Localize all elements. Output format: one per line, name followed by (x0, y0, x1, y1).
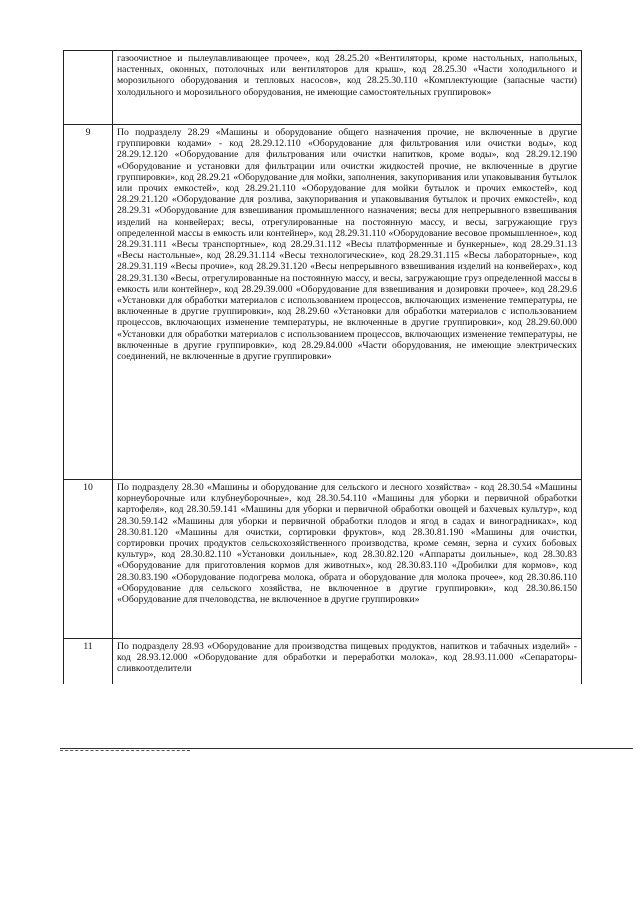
row-text: газоочистное и пылеулавливающее прочее», код 28.25.20 «Вентиляторы, кроме настольных, напольных, настенных, оконных, потолочных или вентиляторов для крыш», код 28.25.30 «Части холодильного и морозильного оборудования и тепловых насосов», код 28.25.30.110 «Комплектующие (запасные части) холодильного и морозильного оборудования, не имеющие самостоятельных группировок» (113, 51, 582, 125)
row-number: 10 (64, 480, 113, 639)
table-row (64, 125, 582, 480)
row-text: По подразделу 28.30 «Машины и оборудование для сельского и лесного хозяйства» - код 28.30.54 «Машины корнеуборочные или клубнеуборочные», код 28.30.54.110 «Машины для уборки и первичной обработки картофеля», код 28.30.59.141 «Машины для уборки и первичной обработки овощей и бахчевых культур», код 28.30.59.142 «Машины для уборки и первичной обработки плодов и ягод в садах и виноградниках», код 28.30.81.120 «Машины для очистки, сортировки фруктов», код 28.30.81.190 «Машины для очистки, сортировки прочих продуктов сельскохозяйственного производства, кроме семян, зерна и сухих бобовых культур», код 28.30.82.110 «Установки доильные», код 28.30.82.120 «Аппараты доильные», код 28.30.83 «Оборудование для приготовления кормов для животных», код 28.30.83.110 «Дробилки для кормов», код 28.30.83.190 «Оборудование подогрева молока, обрата и оборудование для молока прочее», код 28.30.86.110 «Оборудование для сельского хозяйства, не включенное в другие группировки», код 28.30.86.150 «Оборудование для пчеловодства, не включенное в другие группировки» (113, 480, 582, 639)
table-row (64, 51, 582, 125)
scan-fold-line-dashed (60, 750, 190, 751)
row-number: 9 (64, 125, 113, 480)
row-text: По подразделу 28.93 «Оборудование для производства пищевых продуктов, напитков и табачных изделий» - код 28.93.12.000 «Оборудование для обработки и переработки молока», код 28.93.11.000 «Сепараторы-сливкоотделители (113, 639, 582, 685)
table-row (64, 639, 582, 685)
row-number: 11 (64, 639, 113, 685)
row-text: По подразделу 28.29 «Машины и оборудование общего назначения прочие, не включенные в другие группировки кодами» - код 28.29.12.110 «Оборудование для фильтрования или очистки воды», код 28.29.12.120 «Оборудование для фильтрования или очистки напитков, кроме воды», код 28.29.12.190 «Оборудование и установки для фильтрации или очистки жидкостей прочие, не включенные в другие группировки», код 28.29.21 «Оборудование для мойки, заполнения, закупоривания или упаковывания бутылок или прочих емкостей», код 28.29.21.110 «Оборудование для мойки бутылок и прочих емкостей», код 28.29.21.120 «Оборудование для розлива, закупоривания и упаковывания бутылок и прочих емкостей», код 28.29.31 «Оборудование для взвешивания промышленного назначения; весы для непрерывного взвешивания изделий на конвейерах; весы, отрегулированные на постоянную массу, и весы, загружающие груз определенной массы в емкость или контейнер», код 28.29.31.110 «Оборудование весовое промышленное», код 28.29.31.111 «Весы транспортные», код 28.29.31.112 «Весы платформенные и бункерные», код 28.29.31.13 «Весы настольные», код 28.29.31.114 «Весы технологические», код 28.29.31.115 «Весы лабораторные», код 28.29.31.119 «Весы прочие», код 28.29.31.120 «Весы непрерывного взвешивания изделий на конвейерах», код 28.29.31.130 «Весы, отрегулированные на постоянную массу, и весы, загружающие груз определенной массы в емкость или контейнер», код 28.29.39.000 «Оборудование для взвешивания и дозировки прочее», код 28.29.6 «Установки для обработки материалов с использованием процессов, включающих изменение температуры, не включенные в другие группировки», код 28.29.60 «Установки для обработки материалов с использованием процессов, включающих изменение температуры, не включенные в другие группировки», код 28.29.60.000 «Установки для обработки материалов с использованием процессов, включающих изменение температуры, не включенные в другие группировки», код 28.29.84.000 «Части оборудования, не имеющие электрических соединений, не включенные в другие группировки» (113, 125, 582, 480)
row-number (64, 51, 113, 125)
scan-fold-line (60, 748, 633, 749)
codes-table (63, 50, 582, 684)
table-row (64, 480, 582, 639)
